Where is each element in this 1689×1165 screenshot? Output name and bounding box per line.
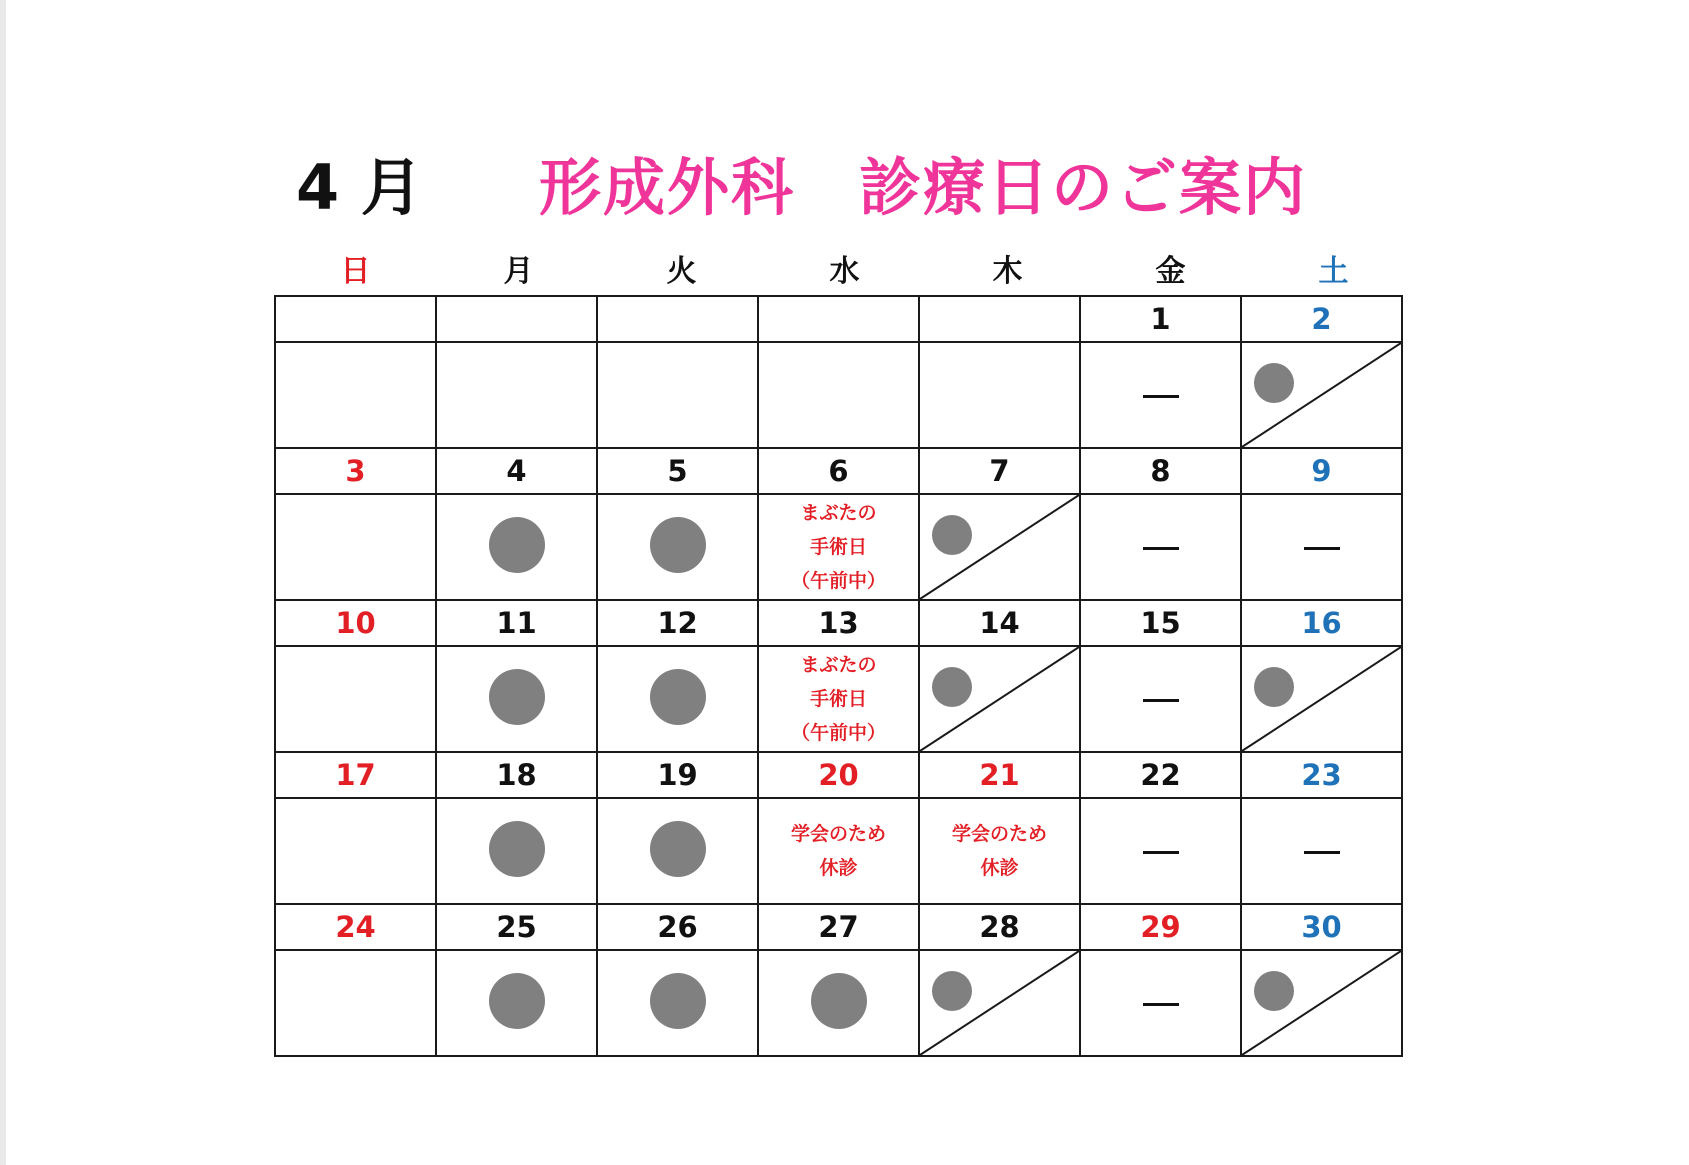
date-cell [919,752,1080,798]
date-cell [597,296,758,342]
open-circle-icon [650,517,706,573]
date-number: 24 [335,910,376,944]
date-number: 4 [506,454,527,488]
status-cell [919,342,1080,448]
weekday-label: 火 [666,254,697,289]
date-cell [919,448,1080,494]
date-number: 26 [657,910,698,944]
closed-dash-icon [1143,395,1179,398]
weekday-label: 金 [1155,254,1186,289]
status-cell [275,342,436,448]
small-circle-icon [1254,363,1294,403]
date-number: 10 [335,606,376,640]
date-number: 2 [1311,302,1332,336]
date-cell [436,448,597,494]
weekday-label: 木 [992,254,1023,289]
date-cell [1241,600,1402,646]
date-number: 13 [818,606,859,640]
date-number: 8 [1150,454,1171,488]
status-cell [275,494,436,600]
date-number: 25 [496,910,537,944]
date-row [275,752,1402,798]
status-cell [758,798,919,904]
status-cell [758,342,919,448]
open-circle-icon [489,517,545,573]
weekday-label: 土 [1318,254,1349,289]
date-number: 29 [1140,910,1181,944]
closed-dash-icon [1304,547,1340,550]
date-number: 30 [1301,910,1342,944]
status-row [275,494,1402,600]
morning-only-mark [920,951,1079,1055]
date-cell [1080,600,1241,646]
status-cell [758,494,919,600]
status-cell [436,342,597,448]
note-line: 休診 [819,857,858,879]
date-cell [436,296,597,342]
status-cell [1241,950,1402,1056]
status-cell [919,798,1080,904]
status-cell [1241,646,1402,752]
open-circle-icon [489,669,545,725]
date-cell [1241,752,1402,798]
date-number: 23 [1301,758,1342,792]
closed-dash-icon [1143,699,1179,702]
date-cell [275,448,436,494]
date-number: 14 [979,606,1020,640]
date-cell [436,752,597,798]
date-cell [1080,904,1241,950]
open-circle-icon [650,669,706,725]
date-cell [275,904,436,950]
status-note [759,648,918,750]
date-row [275,600,1402,646]
status-cell [758,950,919,1056]
date-number: 18 [496,758,537,792]
date-cell [597,904,758,950]
small-circle-icon [932,515,972,555]
date-number: 17 [335,758,376,792]
calendar-table [274,295,1403,1057]
status-cell [597,342,758,448]
date-cell [919,296,1080,342]
morning-only-mark [1242,343,1401,447]
date-cell [1080,448,1241,494]
date-number: 11 [496,606,537,640]
status-cell [919,494,1080,600]
closed-dash-icon [1143,851,1179,854]
date-cell [1241,448,1402,494]
status-cell [436,646,597,752]
status-cell [1241,342,1402,448]
status-row [275,646,1402,752]
status-note [920,817,1079,885]
weekday-label: 水 [829,254,860,289]
status-cell [1080,646,1241,752]
date-cell [758,600,919,646]
date-row [275,296,1402,342]
date-cell [597,600,758,646]
closed-dash-icon [1143,1003,1179,1006]
date-number: 12 [657,606,698,640]
note-line: 学会のため [951,823,1047,845]
morning-only-mark [1242,647,1401,751]
status-cell [919,646,1080,752]
open-circle-icon [650,973,706,1029]
date-cell [758,296,919,342]
status-cell [436,950,597,1056]
small-circle-icon [932,667,972,707]
date-number: 22 [1140,758,1181,792]
date-cell [1080,296,1241,342]
date-cell [758,752,919,798]
note-line: まぶたの [800,502,877,524]
morning-only-mark [920,647,1079,751]
status-cell [597,494,758,600]
date-row [275,448,1402,494]
date-cell [919,904,1080,950]
status-row [275,950,1402,1056]
date-number: 15 [1140,606,1181,640]
status-note [759,817,918,885]
month-title: 4 月 [296,151,423,224]
status-note [759,496,918,598]
date-cell [758,448,919,494]
status-cell [597,646,758,752]
status-cell [1080,342,1241,448]
small-circle-icon [1254,667,1294,707]
weekday-label: 月 [503,254,534,289]
status-cell [436,494,597,600]
open-circle-icon [489,973,545,1029]
date-cell [758,904,919,950]
date-cell [597,448,758,494]
date-number: 9 [1311,454,1332,488]
date-cell [1241,296,1402,342]
date-cell [919,600,1080,646]
date-number: 20 [818,758,859,792]
status-cell [758,646,919,752]
date-number: 19 [657,758,698,792]
note-line: 手術日 [809,536,867,558]
note-line: （午前中） [790,570,886,592]
date-number: 21 [979,758,1020,792]
date-row [275,904,1402,950]
note-line: まぶたの [800,654,877,676]
status-cell [275,646,436,752]
morning-only-mark [1242,951,1401,1055]
date-cell [275,296,436,342]
date-cell [275,600,436,646]
note-line: 学会のため [790,823,886,845]
note-line: （午前中） [790,722,886,744]
date-number: 27 [818,910,859,944]
date-number: 7 [989,454,1010,488]
page-title: 形成外科 診療日のご案内 [539,151,1308,224]
note-line: 手術日 [809,688,867,710]
closed-dash-icon [1143,547,1179,550]
date-number: 28 [979,910,1020,944]
status-cell [1080,950,1241,1056]
status-cell [1080,798,1241,904]
status-row [275,342,1402,448]
status-cell [275,798,436,904]
status-cell [1241,798,1402,904]
morning-only-mark [920,495,1079,599]
status-cell [1080,494,1241,600]
status-row [275,798,1402,904]
date-cell [436,600,597,646]
date-number: 5 [667,454,688,488]
status-cell [597,798,758,904]
open-circle-icon [811,973,867,1029]
closed-dash-icon [1304,851,1340,854]
note-line: 休診 [980,857,1019,879]
date-cell [597,752,758,798]
status-cell [436,798,597,904]
status-cell [275,950,436,1056]
small-circle-icon [932,971,972,1011]
status-cell [919,950,1080,1056]
date-cell [436,904,597,950]
date-number: 6 [828,454,849,488]
open-circle-icon [489,821,545,877]
date-number: 3 [345,454,366,488]
small-circle-icon [1254,971,1294,1011]
status-cell [597,950,758,1056]
date-cell [275,752,436,798]
weekday-label: 日 [340,254,371,289]
date-number: 1 [1150,302,1171,336]
date-cell [1080,752,1241,798]
weekday-header [274,250,1415,294]
status-cell [1241,494,1402,600]
date-cell [1241,904,1402,950]
date-number: 16 [1301,606,1342,640]
calendar-page [6,0,1689,1165]
open-circle-icon [650,821,706,877]
